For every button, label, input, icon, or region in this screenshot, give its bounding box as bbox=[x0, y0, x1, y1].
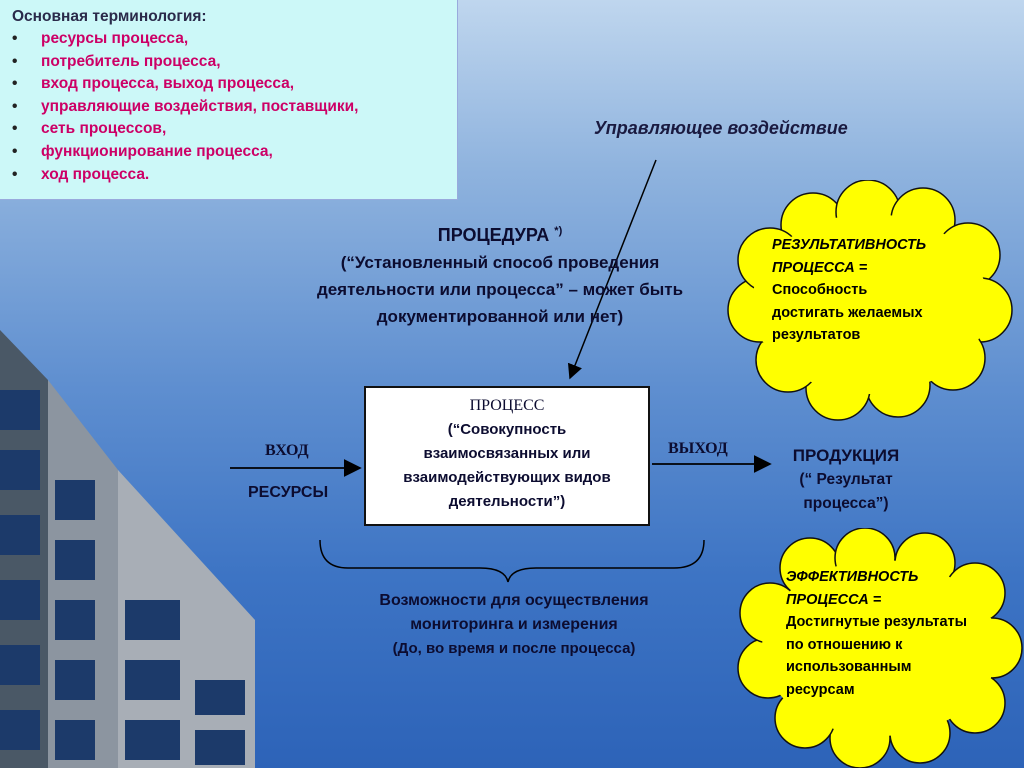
monitoring-line: Возможности для осуществления bbox=[379, 592, 649, 609]
efficiency-cloud-title: ПРОЦЕССА = bbox=[786, 591, 882, 608]
product-block bbox=[774, 444, 918, 516]
result-cloud-line: результатов bbox=[772, 327, 861, 343]
procedure-footnote-mark: *) bbox=[554, 225, 563, 237]
resources-label: РЕСУРСЫ bbox=[248, 484, 329, 501]
process-title: ПРОЦЕСС bbox=[469, 397, 545, 414]
efficiency-cloud-line: ресурсам bbox=[786, 681, 855, 698]
monitoring-text bbox=[324, 589, 704, 661]
result-cloud-title: РЕЗУЛЬТАТИВНОСТЬ bbox=[772, 237, 927, 253]
efficiency-cloud-title: ЭФФЕКТИВНОСТЬ bbox=[786, 569, 919, 585]
process-line: деятельности”) bbox=[448, 493, 566, 510]
list-item: • ход процесса. bbox=[12, 164, 457, 187]
result-cloud-text bbox=[772, 234, 926, 347]
list-item: • функционирование процесса, bbox=[12, 141, 457, 164]
process-line: взаимодействующих видов bbox=[403, 469, 611, 486]
list-item: • сеть процессов, bbox=[12, 118, 457, 141]
list-item: • потребитель процесса, bbox=[12, 51, 457, 74]
input-label: ВХОД bbox=[265, 442, 309, 459]
terminology-title: Основная терминология: bbox=[12, 8, 207, 25]
product-line: процесса”) bbox=[803, 495, 889, 512]
efficiency-cloud-line: использованным bbox=[786, 659, 912, 675]
list-item: • управляющие воздействия, поставщики, bbox=[12, 96, 457, 119]
process-box bbox=[364, 386, 650, 526]
result-cloud-title: ПРОЦЕССА = bbox=[772, 259, 868, 276]
product-title: ПРОДУКЦИЯ bbox=[792, 446, 900, 465]
efficiency-cloud-text bbox=[786, 566, 967, 701]
efficiency-cloud-line: по отношению к bbox=[786, 636, 903, 653]
monitoring-line: (До, во время и после процесса) bbox=[392, 640, 636, 657]
output-label: ВЫХОД bbox=[668, 440, 728, 457]
process-line: (“Совокупность bbox=[447, 421, 567, 438]
procedure-title: ПРОЦЕДУРА bbox=[437, 225, 550, 245]
procedure-line: деятельности или процесса” – может быть bbox=[316, 280, 684, 299]
result-cloud-line: Способность bbox=[772, 282, 868, 298]
procedure-definition bbox=[280, 218, 720, 330]
procedure-line: (“Установленный способ проведения bbox=[340, 253, 660, 272]
efficiency-cloud-line: Достигнутые результаты bbox=[786, 614, 968, 630]
list-item: • вход процесса, выход процесса, bbox=[12, 73, 457, 96]
process-line: взаимосвязанных или bbox=[423, 445, 591, 462]
monitoring-line: мониторинга и измерения bbox=[410, 616, 618, 633]
list-item: • ресурсы процесса, bbox=[12, 28, 457, 51]
control-influence-label: Управляющее воздействие bbox=[594, 118, 848, 138]
monitoring-brace bbox=[320, 540, 704, 582]
product-line: (“ Результат bbox=[799, 471, 893, 488]
result-cloud-line: достигать желаемых bbox=[772, 304, 923, 321]
procedure-line: документированной или нет) bbox=[376, 307, 624, 326]
